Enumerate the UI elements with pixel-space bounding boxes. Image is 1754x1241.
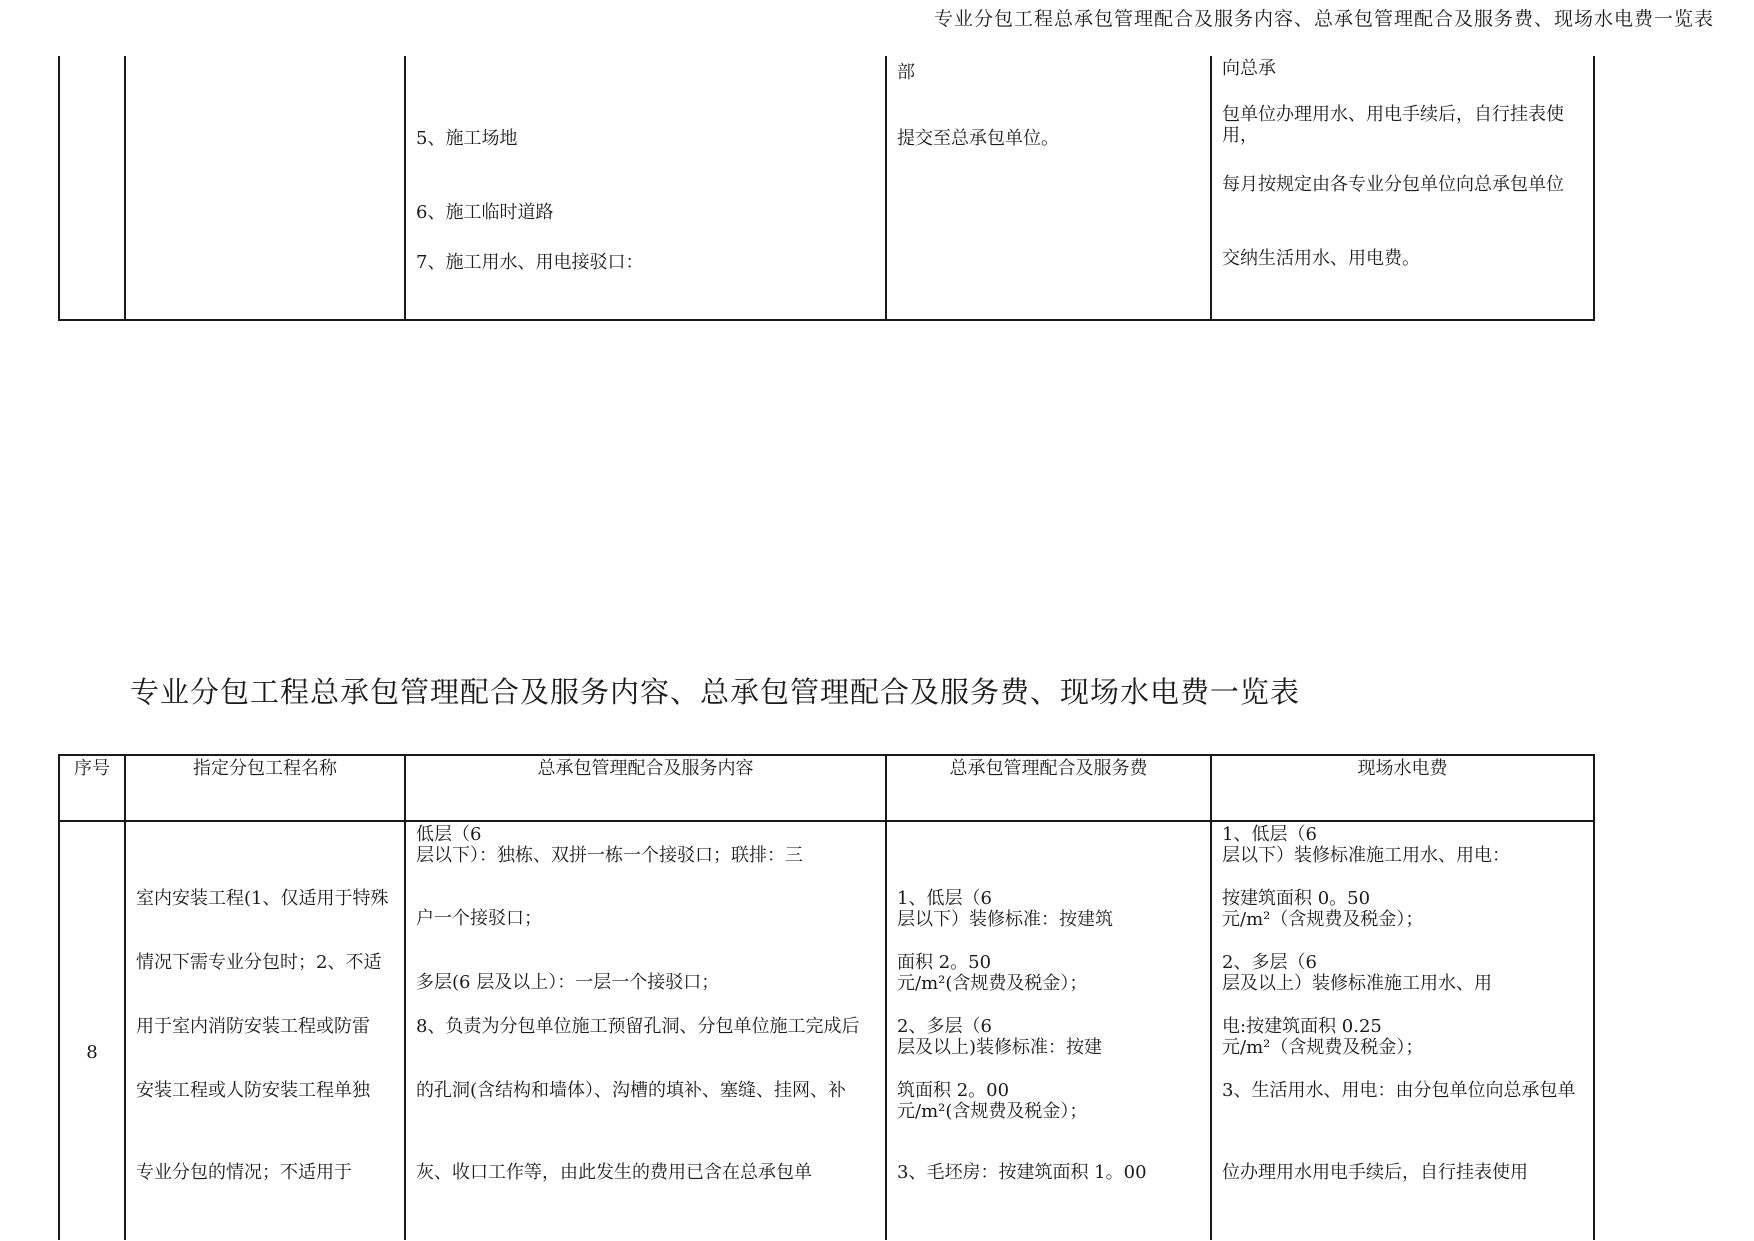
- name-line: 用于室内消防安装工程或防雷: [136, 1016, 370, 1037]
- utility-line: 3、生活用水、用电：由分包单位向总承包单: [1222, 1080, 1576, 1101]
- fee-line: 2、多层（6: [897, 1016, 992, 1037]
- fee-line: 筑面积 2。00: [897, 1080, 1010, 1101]
- continuation-table: [58, 56, 1595, 321]
- fee-cell: [886, 56, 1211, 320]
- table-row: [59, 56, 1594, 320]
- header-name: 指定分包工程名称: [125, 755, 405, 821]
- main-table: [58, 754, 1595, 1240]
- utility-line: 1、低层（6: [1222, 824, 1317, 845]
- seq-cell: [59, 56, 125, 320]
- fee-line: 面积 2。50: [897, 952, 992, 973]
- content-line: 层以下）：独栋、双拼一栋一个接驳口；联排：三: [416, 845, 803, 866]
- fee-line: 部: [897, 62, 915, 83]
- content-line: 低层（6: [416, 824, 482, 845]
- name-line: 安装工程或人防安装工程单独: [136, 1080, 370, 1101]
- utility-line: 向总承: [1222, 58, 1276, 79]
- header-seq: 序号: [59, 755, 125, 821]
- fee-line: 3、毛坯房：按建筑面积 1。00: [897, 1162, 1147, 1183]
- name-line: 专业分包的情况；不适用于: [136, 1162, 352, 1183]
- fee-line: 提交至总承包单位。: [897, 128, 1059, 149]
- header-utility: 现场水电费: [1211, 755, 1594, 821]
- fee-cell: [886, 821, 1211, 1240]
- fee-line: 元/m²(含规费及税金）；: [897, 1101, 1088, 1122]
- utility-line: 层及以上）装修标准施工用水、用: [1222, 973, 1492, 994]
- utility-line: 位办理用水用电手续后，自行挂表使用: [1222, 1162, 1528, 1183]
- fee-line: 层以下）装修标准：按建筑: [897, 909, 1113, 930]
- header-row: [59, 755, 1594, 821]
- name-cell: [125, 821, 405, 1240]
- content-line: 7、施工用水、用电接驳口：: [416, 252, 644, 273]
- utility-line: 元/m²（含规费及税金）；: [1222, 909, 1424, 930]
- utility-line: 每月按规定由各专业分包单位向总承包单位: [1222, 174, 1564, 195]
- utility-cell: [1211, 56, 1594, 320]
- header-content: 总承包管理配合及服务内容: [405, 755, 886, 821]
- utility-line: 2、多层（6: [1222, 952, 1317, 973]
- fee-line: 元/m²(含规费及税金）；: [897, 973, 1088, 994]
- document-title: 专业分包工程总承包管理配合及服务内容、总承包管理配合及服务费、现场水电费一览表: [130, 675, 1301, 709]
- content-line: 6、施工临时道路: [416, 202, 554, 223]
- fee-line: 层及以上)装修标准：按建: [897, 1037, 1103, 1058]
- table-row: [59, 821, 1594, 1240]
- content-cell: [405, 56, 886, 320]
- utility-line: 交纳生活用水、用电费。: [1222, 248, 1420, 269]
- content-line: 5、施工场地: [416, 128, 518, 149]
- utility-cell: [1211, 821, 1594, 1240]
- header-fee: 总承包管理配合及服务费: [886, 755, 1211, 821]
- content-line: 户一个接驳口；: [416, 908, 542, 929]
- content-line: 多层(6 层及以上）：一层一个接驳口；: [416, 972, 720, 993]
- utility-line: 包单位办理用水、用电手续后，自行挂表使用，: [1222, 104, 1564, 146]
- name-line: 室内安装工程(1、仅适用于特殊: [136, 888, 389, 909]
- content-cell: [405, 821, 886, 1240]
- name-cell: [125, 56, 405, 320]
- utility-line: 电:按建筑面积 0.25: [1222, 1016, 1382, 1037]
- running-header: 专业分包工程总承包管理配合及服务内容、总承包管理配合及服务费、现场水电费一览表: [933, 8, 1714, 30]
- seq-number: 8: [86, 1042, 98, 1063]
- utility-line: 元/m²（含规费及税金）；: [1222, 1037, 1424, 1058]
- content-line: 8、负责为分包单位施工预留孔洞、分包单位施工完成后: [416, 1016, 860, 1037]
- utility-line: 按建筑面积 0。50: [1222, 888, 1371, 909]
- seq-cell: [59, 821, 125, 1240]
- name-line: 情况下需专业分包时；2、不适: [136, 952, 382, 973]
- fee-line: 1、低层（6: [897, 888, 992, 909]
- utility-line: 层以下）装修标准施工用水、用电：: [1222, 845, 1510, 866]
- content-line: 的孔洞(含结构和墙体）、沟槽的填补、塞缝、挂网、补: [416, 1080, 847, 1101]
- content-line: 灰、收口工作等，由此发生的费用已含在总承包单: [416, 1162, 812, 1183]
